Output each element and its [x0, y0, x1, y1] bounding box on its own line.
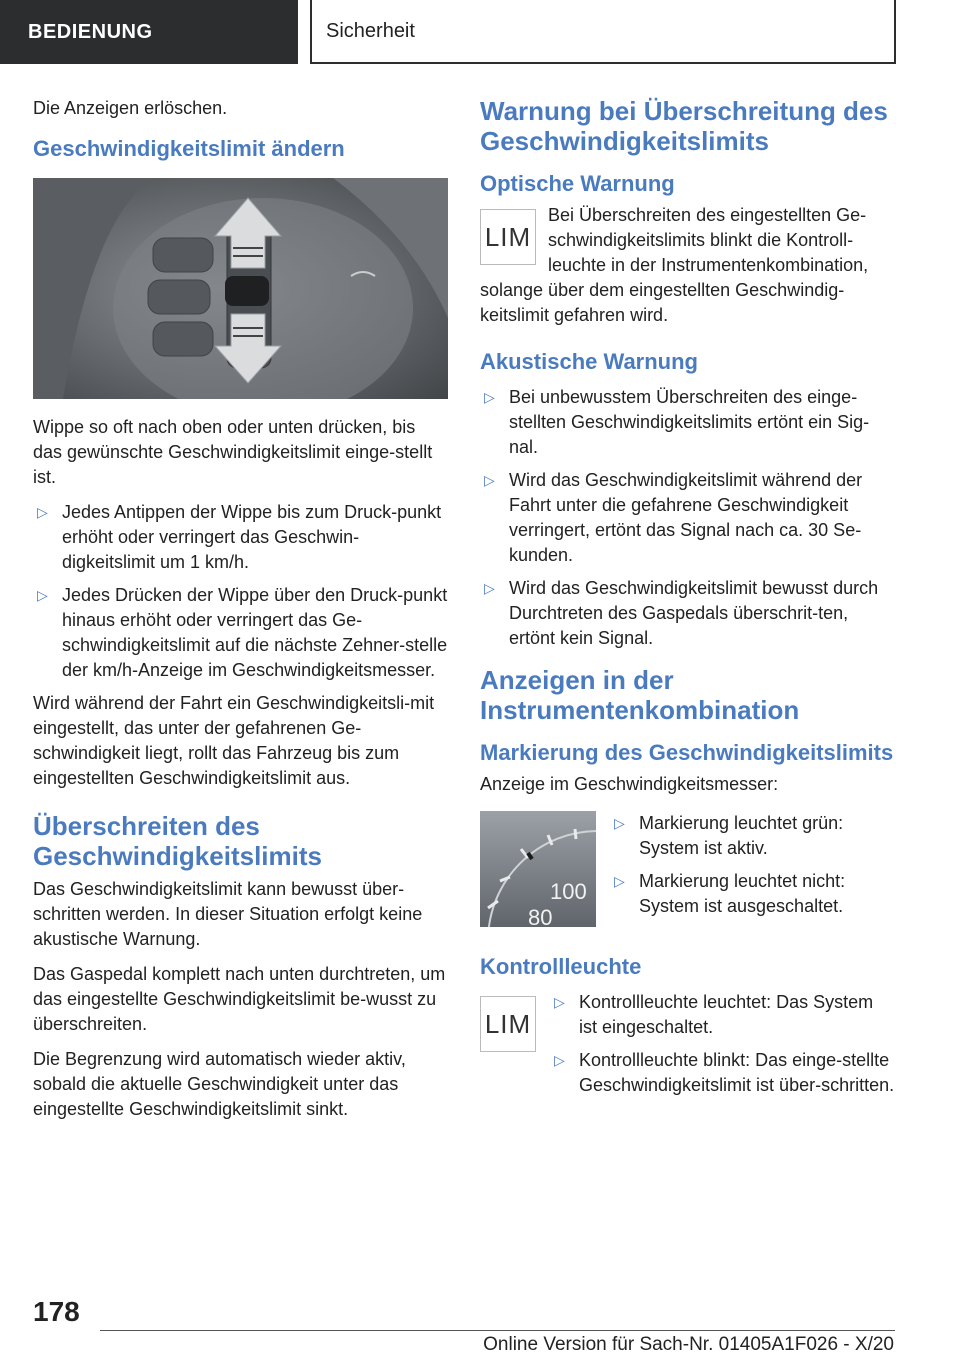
heading-exceed-limit: Überschreiten des Geschwindigkeitslimits — [33, 811, 322, 871]
heading-optical-warning: Optische Warnung — [480, 171, 675, 196]
heading-indicator: Kontrollleuchte — [480, 954, 642, 979]
triangle-bullet-icon: ▷ — [37, 587, 48, 603]
steering-wheel-rocker-image — [33, 178, 448, 399]
driving-note: Wird während der Fahrt ein Geschwindigkeitsli-mit eingestellt, das unter der gefahrenen Ge-schwindigkeit liegt, rollt das Fahrzeug bis zum eingestellten Geschwindigkeitslimit aus. — [33, 693, 435, 788]
marking-block — [480, 811, 895, 935]
indicator-bullet-list — [550, 990, 895, 1106]
triangle-bullet-icon: ▷ — [37, 504, 48, 520]
exceed-paragraph-2: Das Gaspedal komplett nach unten durchtreten, um das eingestellte Geschwindigkeitslimit be-wusst zu überschreiten. — [33, 964, 446, 1034]
list-item: ▷ Markierung leuchtet grün: System ist aktiv. — [614, 813, 844, 858]
triangle-bullet-icon: ▷ — [554, 994, 565, 1010]
list-item: ▷ Wird das Geschwindigkeitslimit bewusst durch Durchtreten des Gaspedals überschrit-ten, ertönt kein Signal. — [484, 578, 879, 648]
heading-cluster-display: Anzeigen in der Instrumentenkombination — [480, 665, 800, 725]
list-item: ▷ Jedes Drücken der Wippe über den Druck-punkt hinaus erhöht oder verringert das Ge-schwindigkeitslimit auf die nächste Zehner-stelle der km/h-Anzeige im Geschwindigkeitsmesser. — [37, 585, 448, 680]
acoustic-bullet-list — [480, 385, 895, 651]
intro-text: Die Anzeigen erlöschen. — [33, 98, 228, 118]
heading-warning: Warnung bei Überschreitung des Geschwindigkeitslimits — [480, 96, 888, 156]
list-item: ▷ Jedes Antippen der Wippe bis zum Druck-punkt erhöht oder verringert das Geschwin-digkeitslimit um 1 km/h. — [37, 502, 442, 572]
optical-warning-text: LIM Bei Überschreiten des eingestellten Ge-schwindigkeitslimits blinkt die Kontroll-leuchte in der Instrumentenkombination, solange über dem eingestellten Geschwindig-keitslimit gefahren wird. — [480, 205, 869, 325]
chapter-title: Sicherheit — [310, 0, 896, 64]
marking-bullet-list — [610, 811, 895, 927]
triangle-bullet-icon: ▷ — [484, 389, 495, 405]
footer-version-text: Online Version für Sach-Nr. 01405A1F026 - X/20 — [483, 1334, 894, 1355]
list-item: ▷ Wird das Geschwindigkeitslimit während der Fahrt unter die gefahrene Geschwindigkeit verringert, ertönt das Signal nach ca. 30 Se-kunden. — [484, 470, 863, 565]
triangle-bullet-icon: ▷ — [554, 1052, 565, 1068]
section-tab: BEDIENUNG — [0, 0, 298, 64]
exceed-paragraph-3: Die Begrenzung wird automatisch wieder aktiv, sobald die aktuelle Geschwindigkeit unter das eingestellte Geschwindigkeitslimit sinkt. — [33, 1049, 406, 1119]
rocker-bullet-list — [33, 500, 448, 683]
gauge-label-100: 100 — [550, 879, 587, 904]
triangle-bullet-icon: ▷ — [484, 580, 495, 596]
exceed-paragraph-1: Das Geschwindigkeitslimit kann bewusst über-schritten werden. In dieser Situation erfolgt keine akustische Warnung. — [33, 879, 423, 949]
heading-change-limit: Geschwindigkeitslimit ändern — [33, 136, 345, 161]
heading-acoustic-warning: Akustische Warnung — [480, 349, 698, 374]
heading-limit-marking: Markierung des Geschwindigkeitslimits — [480, 740, 894, 765]
page-number: 178 — [33, 1296, 80, 1327]
lim-indicator-icon: LIM — [480, 996, 536, 1052]
list-item: ▷ Kontrollleuchte blinkt: Das einge-stellte Geschwindigkeitslimit ist über-schritten. — [554, 1050, 895, 1095]
list-item: ▷ Bei unbewusstem Überschreiten des einge-stellten Geschwindigkeitslimits ertönt ein Sig-nal. — [484, 387, 870, 457]
footer-divider — [100, 1330, 895, 1331]
list-item: ▷ Kontrollleuchte leuchtet: Das System ist eingeschaltet. — [554, 992, 874, 1037]
left-column — [33, 96, 448, 1132]
indicator-block — [480, 990, 895, 1114]
triangle-bullet-icon: ▷ — [484, 472, 495, 488]
speedometer-gauge-image — [480, 811, 596, 927]
list-item: ▷ Markierung leuchtet nicht: System ist ausgeschaltet. — [614, 871, 846, 916]
marking-intro: Anzeige im Geschwindigkeitsmesser: — [480, 774, 779, 794]
lim-indicator-icon: LIM — [480, 209, 536, 265]
rocker-instruction: Wippe so oft nach oben oder unten drücken, bis das gewünschte Geschwindigkeitslimit einge-stellt ist. — [33, 417, 433, 487]
right-column — [480, 96, 895, 1114]
triangle-bullet-icon: ▷ — [614, 815, 625, 831]
gauge-label-80: 80 — [528, 905, 553, 927]
triangle-bullet-icon: ▷ — [614, 873, 625, 889]
